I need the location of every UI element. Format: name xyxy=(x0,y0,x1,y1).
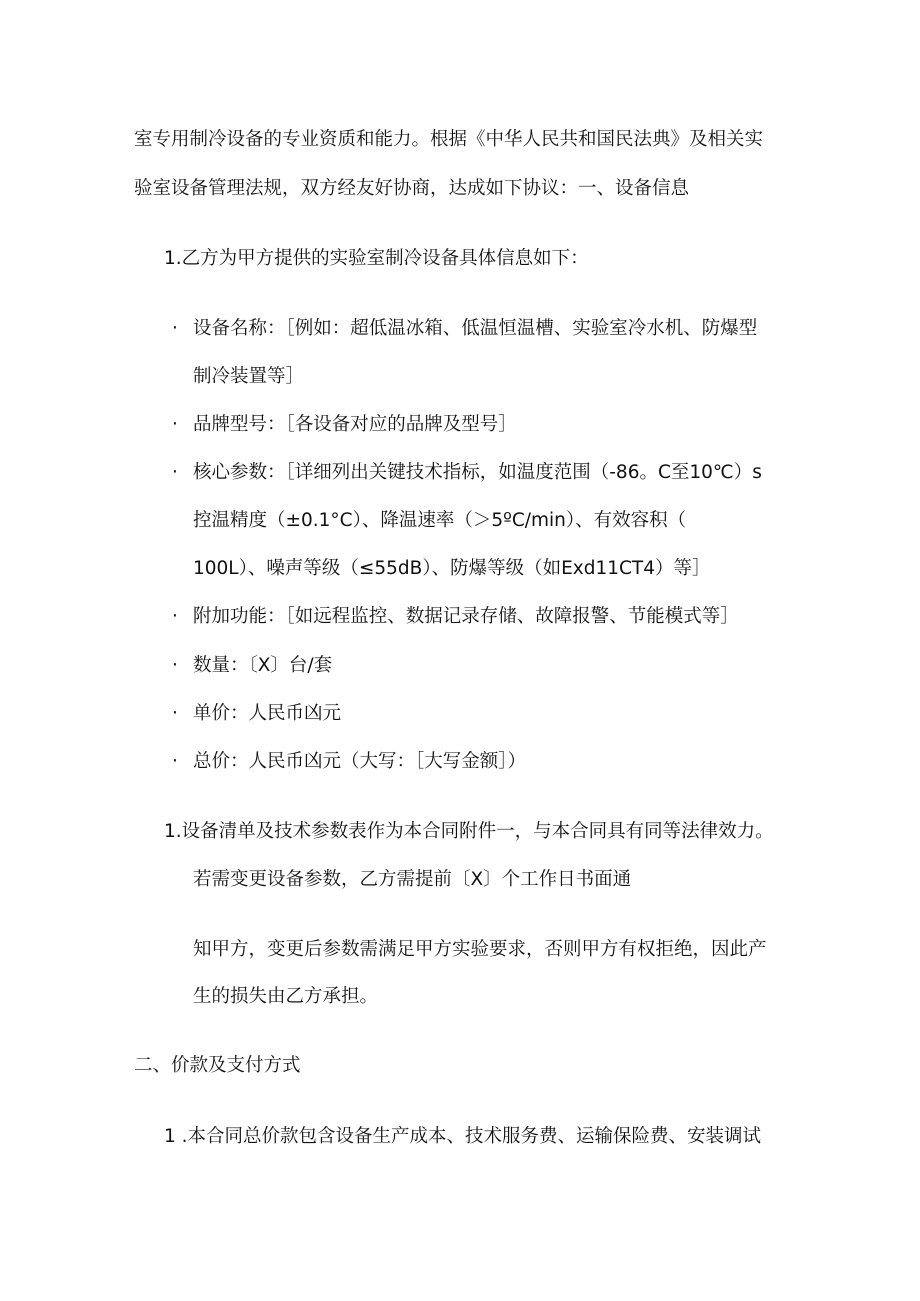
item-extra-functions: 附加功能：［如远程监控、数据记录存储、故障报警、节能模式等］ xyxy=(193,606,739,627)
bullet-dot: · xyxy=(172,655,178,676)
bullet-dot: · xyxy=(172,318,178,339)
item-equipment-name-line-2: 制冷装置等］ xyxy=(193,366,305,387)
intro-line-1: 室专用制冷设备的专业资质和能力。根据《中华人民共和国民法典》及相关实 xyxy=(134,129,764,150)
item-core-params-line-1: 核心参数：［详细列出关键技术指标，如温度范围（-86。C至10℃）s xyxy=(193,462,762,483)
item-core-params-line-3: 100L）、噪声等级（≤55dB）、防爆等级（如Exd11CT4）等］ xyxy=(193,558,711,579)
intro-line-2: 验室设备管理法规，双方经友好协商，达成如下协议：一、设备信息 xyxy=(134,178,690,199)
clause-2-line-3: 知甲方，变更后参数需满足甲方实验要求，否则甲方有权拒绝，因此产 xyxy=(193,939,767,960)
item-quantity: 数量：〔X〕台/套 xyxy=(193,655,333,676)
clause-2-line-2: 若需变更设备参数，乙方需提前〔X〕个工作日书面通 xyxy=(193,869,632,890)
item-unit-price: 单价：人民币凶元 xyxy=(193,703,342,724)
clause-2-line-4: 生的损失由乙方承担。 xyxy=(193,986,379,1007)
item-core-params-line-2: 控温精度（±0.1°C）、降温速率（＞5ºC/min）、有效容积（ xyxy=(193,510,687,531)
bullet-dot: · xyxy=(172,462,178,483)
bullet-dot: · xyxy=(172,414,178,435)
bullet-dot: · xyxy=(172,751,178,772)
section-2-heading: 二、价款及支付方式 xyxy=(134,1055,301,1076)
item-equipment-name-line-1: 设备名称：［例如：超低温冰箱、低温恒温槽、实验室冷水机、防爆型 xyxy=(193,318,758,339)
item-total-price: 总价：人民币凶元（大写：［大写金额］） xyxy=(193,751,527,772)
item-brand-model: 品牌型号：［各设备对应的品牌及型号］ xyxy=(193,414,517,435)
bullet-dot: · xyxy=(172,703,178,724)
bullet-dot: · xyxy=(172,606,178,627)
clause-1-heading: 1.乙方为甲方提供的实验室制冷设备具体信息如下： xyxy=(164,248,589,269)
clause-2-line-1: 1.设备清单及技术参数表作为本合同附件一，与本合同具有同等法律效力。 xyxy=(164,821,774,842)
section-2-item-1: 1 .本合同总价款包含设备生产成本、技术服务费、运输保险费、安装调试 xyxy=(164,1126,762,1147)
